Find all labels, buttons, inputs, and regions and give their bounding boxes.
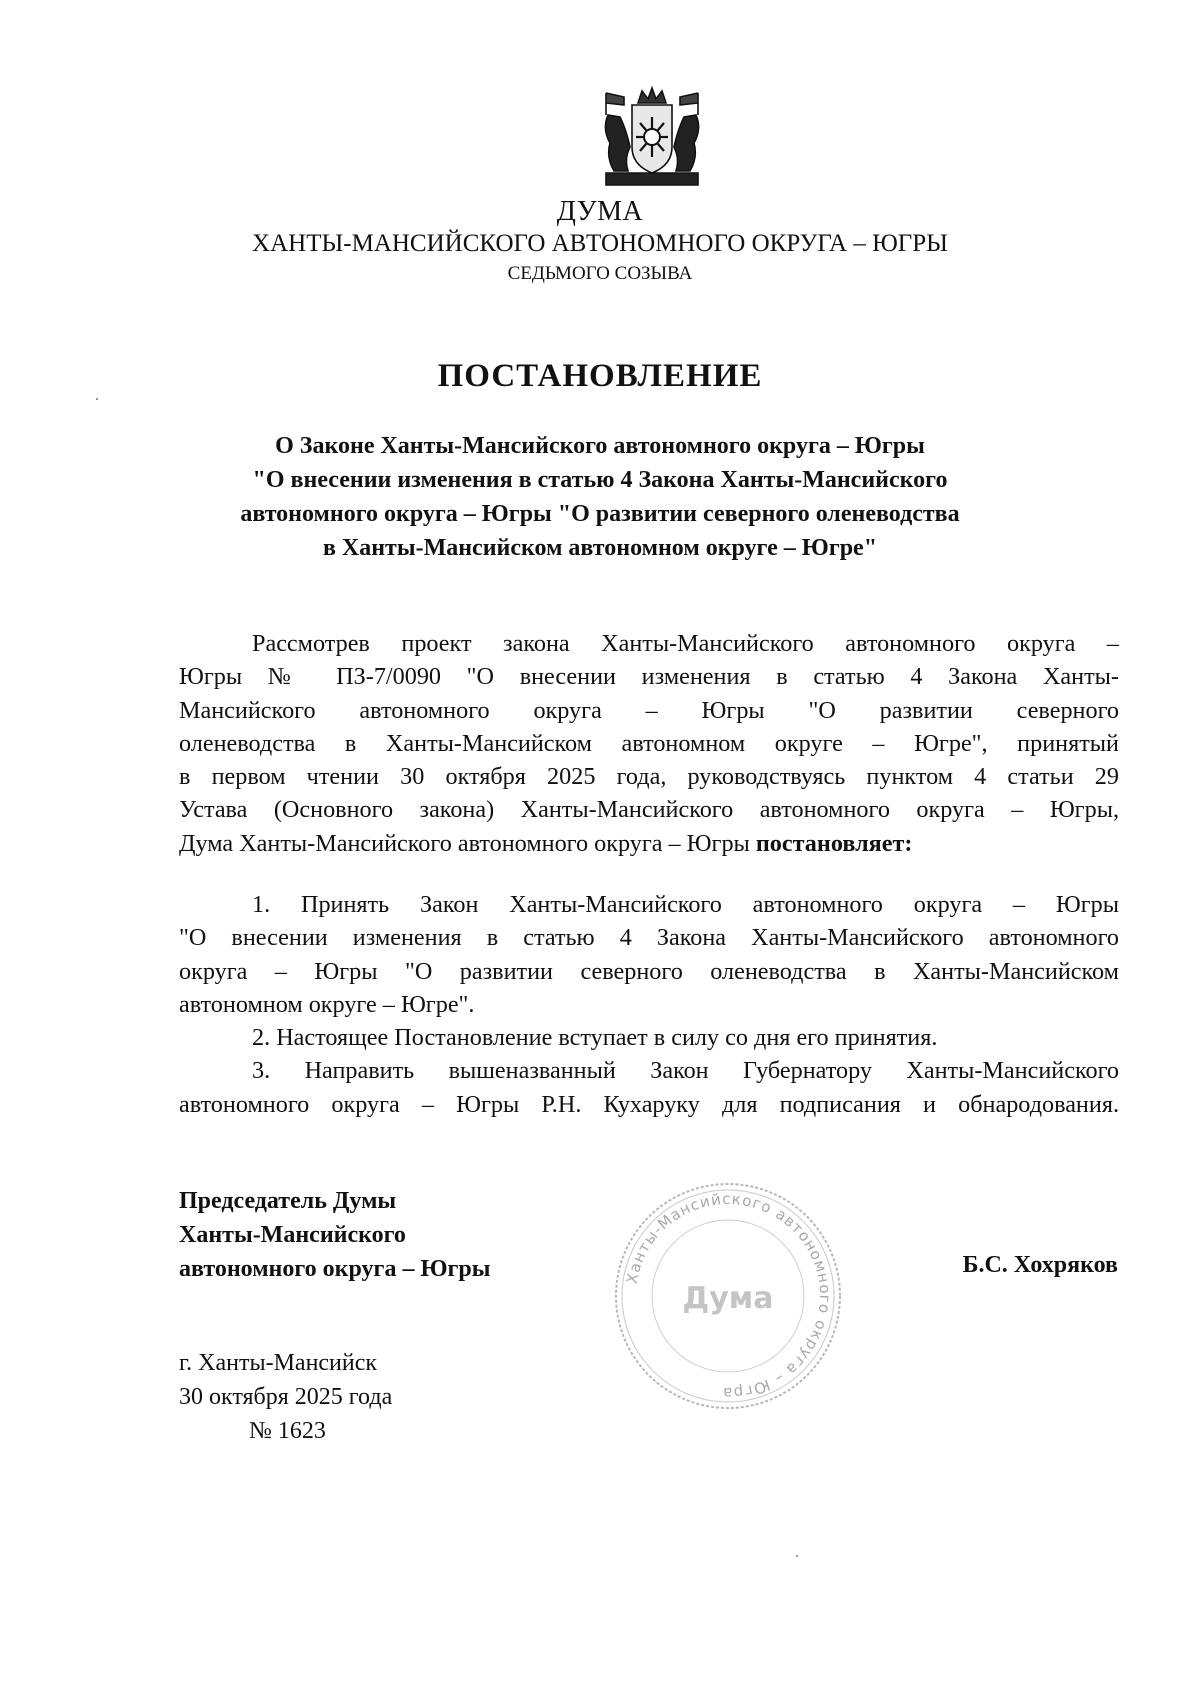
official-stamp: [608, 1178, 848, 1414]
stamp-ring-text: Ханты-Мансийского автономного округа – Югра: [622, 1189, 835, 1403]
signatory-position: [179, 1184, 490, 1286]
scan-speck: [96, 398, 98, 400]
position-line: Председатель Думы: [179, 1188, 397, 1214]
city: г. Ханты-Мансийск: [179, 1350, 378, 1376]
convocation: СЕДЬМОГО СОЗЫВА: [507, 263, 693, 284]
text-segment: Дума Ханты-Мансийского автономного округа – Югры: [179, 829, 756, 857]
signatory-name: Б.С. Хохряков: [962, 1252, 1118, 1278]
position-line: автономного округа – Югры: [179, 1256, 491, 1282]
document-title: [150, 429, 1050, 565]
text-line: в первом чтении 30 октября 2025 года, руководствуясь пунктом 4 статьи 29: [179, 763, 1119, 791]
item-1-line: округа – Югры "О развитии северного оленеводства в Ханты-Мансийском: [179, 957, 1119, 985]
item-1-line: "О внесении изменения в статью 4 Закона Ханты-Мансийского автономного: [179, 924, 1119, 952]
organization-region: ХАНТЫ-МАНСИЙСКОГО АВТОНОМНОГО ОКРУГА – ЮГРЫ: [252, 230, 948, 257]
item-2: 2. Настоящее Постановление вступает в силу со дня его принятия.: [252, 1024, 938, 1052]
title-line: О Законе Ханты-Мансийского автономного округа – Югры: [275, 433, 925, 459]
place-date-number: [179, 1346, 392, 1448]
title-line: "О внесении изменения в статью 4 Закона Ханты-Мансийского: [252, 467, 948, 493]
scan-speck: [796, 1555, 798, 1557]
item-3-line: автономного округа – Югры Р.Н. Кухаруку для подписания и обнародования.: [179, 1090, 1119, 1118]
item-1-line: автономном округе – Югре".: [179, 990, 475, 1018]
item-3-line: 3. Направить вышеназванный Закон Губернатору Ханты-Мансийского: [252, 1057, 1119, 1085]
title-line: в Ханты-Мансийском автономном округе – Югре": [322, 535, 878, 561]
preamble-paragraph: [179, 627, 1119, 860]
resolution-items: [179, 888, 1119, 1121]
position-line: Ханты-Мансийского: [179, 1222, 406, 1248]
text-line: Мансийского автономного округа – Югры "О развитии северного: [179, 696, 1119, 724]
text-line: [179, 827, 1119, 860]
coat-of-arms-icon: [598, 85, 706, 189]
stamp-center-text: Дума: [682, 1281, 774, 1316]
text-line: оленеводства в Ханты-Мансийском автономном округе – Югре", принятый: [179, 729, 1119, 757]
date: 30 октября 2025 года: [179, 1384, 393, 1410]
title-line: автономного округа – Югры "О развитии северного оленеводства: [240, 501, 960, 527]
text-line: Югры № ПЗ-7/0090 "О внесении изменения в статью 4 Закона Ханты-: [179, 663, 1119, 691]
organization-name: ДУМА: [556, 196, 644, 227]
resolves-word: постановляет:: [755, 829, 913, 857]
text-line: Устава (Основного закона) Ханты-Мансийского автономного округа – Югры,: [179, 796, 1119, 824]
document-type: ПОСТАНОВЛЕНИЕ: [437, 358, 763, 394]
text-line: Рассмотрев проект закона Ханты-Мансийского автономного округа –: [252, 630, 1119, 657]
document-number: № 1623: [249, 1418, 326, 1444]
item-1-line: 1. Принять Закон Ханты-Мансийского автономного округа – Югры: [252, 891, 1119, 918]
